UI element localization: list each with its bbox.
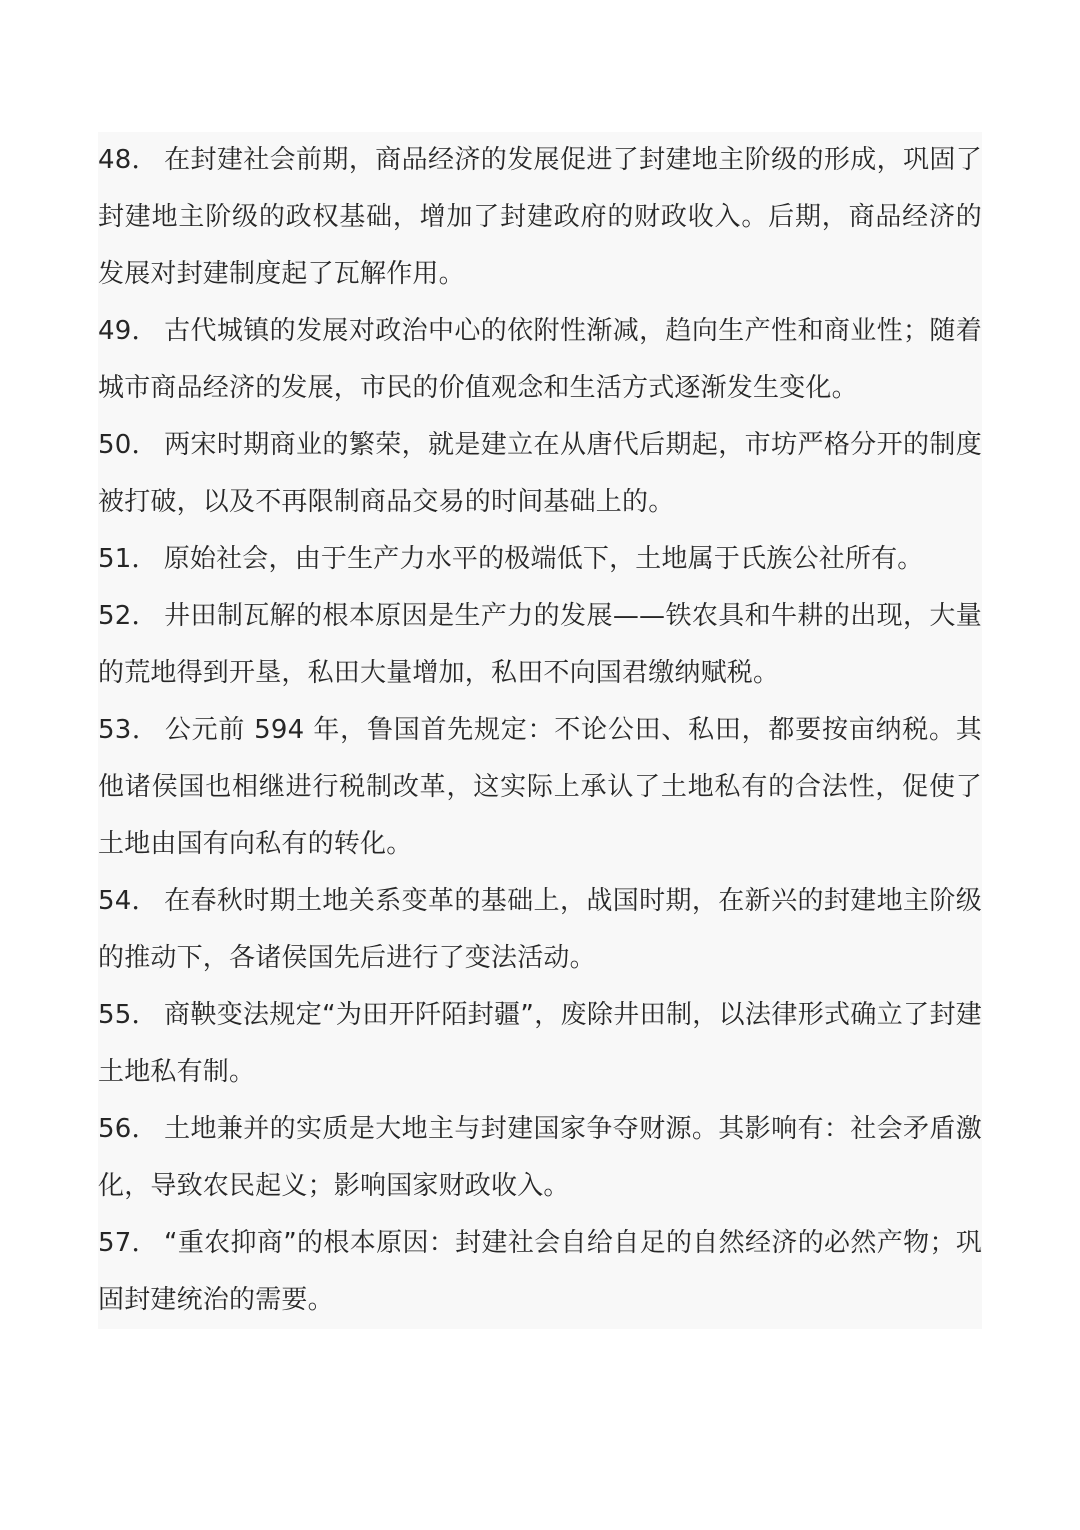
- item-number: 52．: [98, 601, 159, 631]
- item-text: 土地兼并的实质是大地主与封建国家争夺财源。其影响有：社会矛盾激化，导致农民起义；影响国家财政收入。: [98, 1114, 983, 1201]
- note-item-56: [98, 1101, 982, 1215]
- item-number: 53．: [98, 715, 159, 745]
- note-item-50: [98, 417, 982, 531]
- note-item-53: [98, 702, 982, 873]
- item-text: 井田制瓦解的根本原因是生产力的发展——铁农具和牛耕的出现，大量的荒地得到开垦，私田大量增加，私田不向国君缴纳赋税。: [98, 601, 983, 688]
- item-text: 在春秋时期土地关系变革的基础上，战国时期，在新兴的封建地主阶级的推动下，各诸侯国先后进行了变法活动。: [98, 886, 983, 973]
- item-text: 公元前 594 年，鲁国首先规定：不论公田、私田，都要按亩纳税。其他诸侯国也相继进行税制改革，这实际上承认了土地私有的合法性，促使了土地由国有向私有的转化。: [98, 715, 982, 859]
- item-text: 在封建社会前期，商品经济的发展促进了封建地主阶级的形成，巩固了封建地主阶级的政权基础，增加了封建政府的财政收入。后期，商品经济的发展对封建制度起了瓦解作用。: [98, 145, 983, 289]
- item-number: 48．: [98, 145, 159, 175]
- item-number: 55．: [98, 1000, 158, 1030]
- note-item-51: [98, 531, 982, 588]
- item-text: 商鞅变法规定“为田开阡陌封疆”，废除井田制，以法律形式确立了封建土地私有制。: [98, 1000, 983, 1087]
- item-number: 50．: [98, 430, 159, 460]
- note-item-48: [98, 132, 982, 303]
- note-item-55: [98, 987, 982, 1101]
- notes-list: [98, 132, 982, 1329]
- note-item-54: [98, 873, 982, 987]
- note-item-49: [98, 303, 982, 417]
- item-number: 56．: [98, 1114, 159, 1144]
- item-text: “重农抑商”的根本原因：封建社会自给自足的自然经济的必然产物；巩固封建统治的需要。: [98, 1228, 983, 1315]
- item-number: 57．: [98, 1228, 158, 1258]
- item-number: 54．: [98, 886, 159, 916]
- note-item-57: [98, 1215, 982, 1329]
- item-number: 49．: [98, 316, 159, 346]
- item-number: 51．: [98, 544, 158, 574]
- item-text: 古代城镇的发展对政治中心的依附性渐减，趋向生产性和商业性；随着城市商品经济的发展，市民的价值观念和生活方式逐渐发生变化。: [98, 316, 983, 403]
- note-item-52: [98, 588, 982, 702]
- item-text: 原始社会，由于生产力水平的极端低下，土地属于氏族公社所有。: [163, 544, 924, 574]
- item-text: 两宋时期商业的繁荣，就是建立在从唐代后期起，市坊严格分开的制度被打破，以及不再限制商品交易的时间基础上的。: [98, 430, 983, 517]
